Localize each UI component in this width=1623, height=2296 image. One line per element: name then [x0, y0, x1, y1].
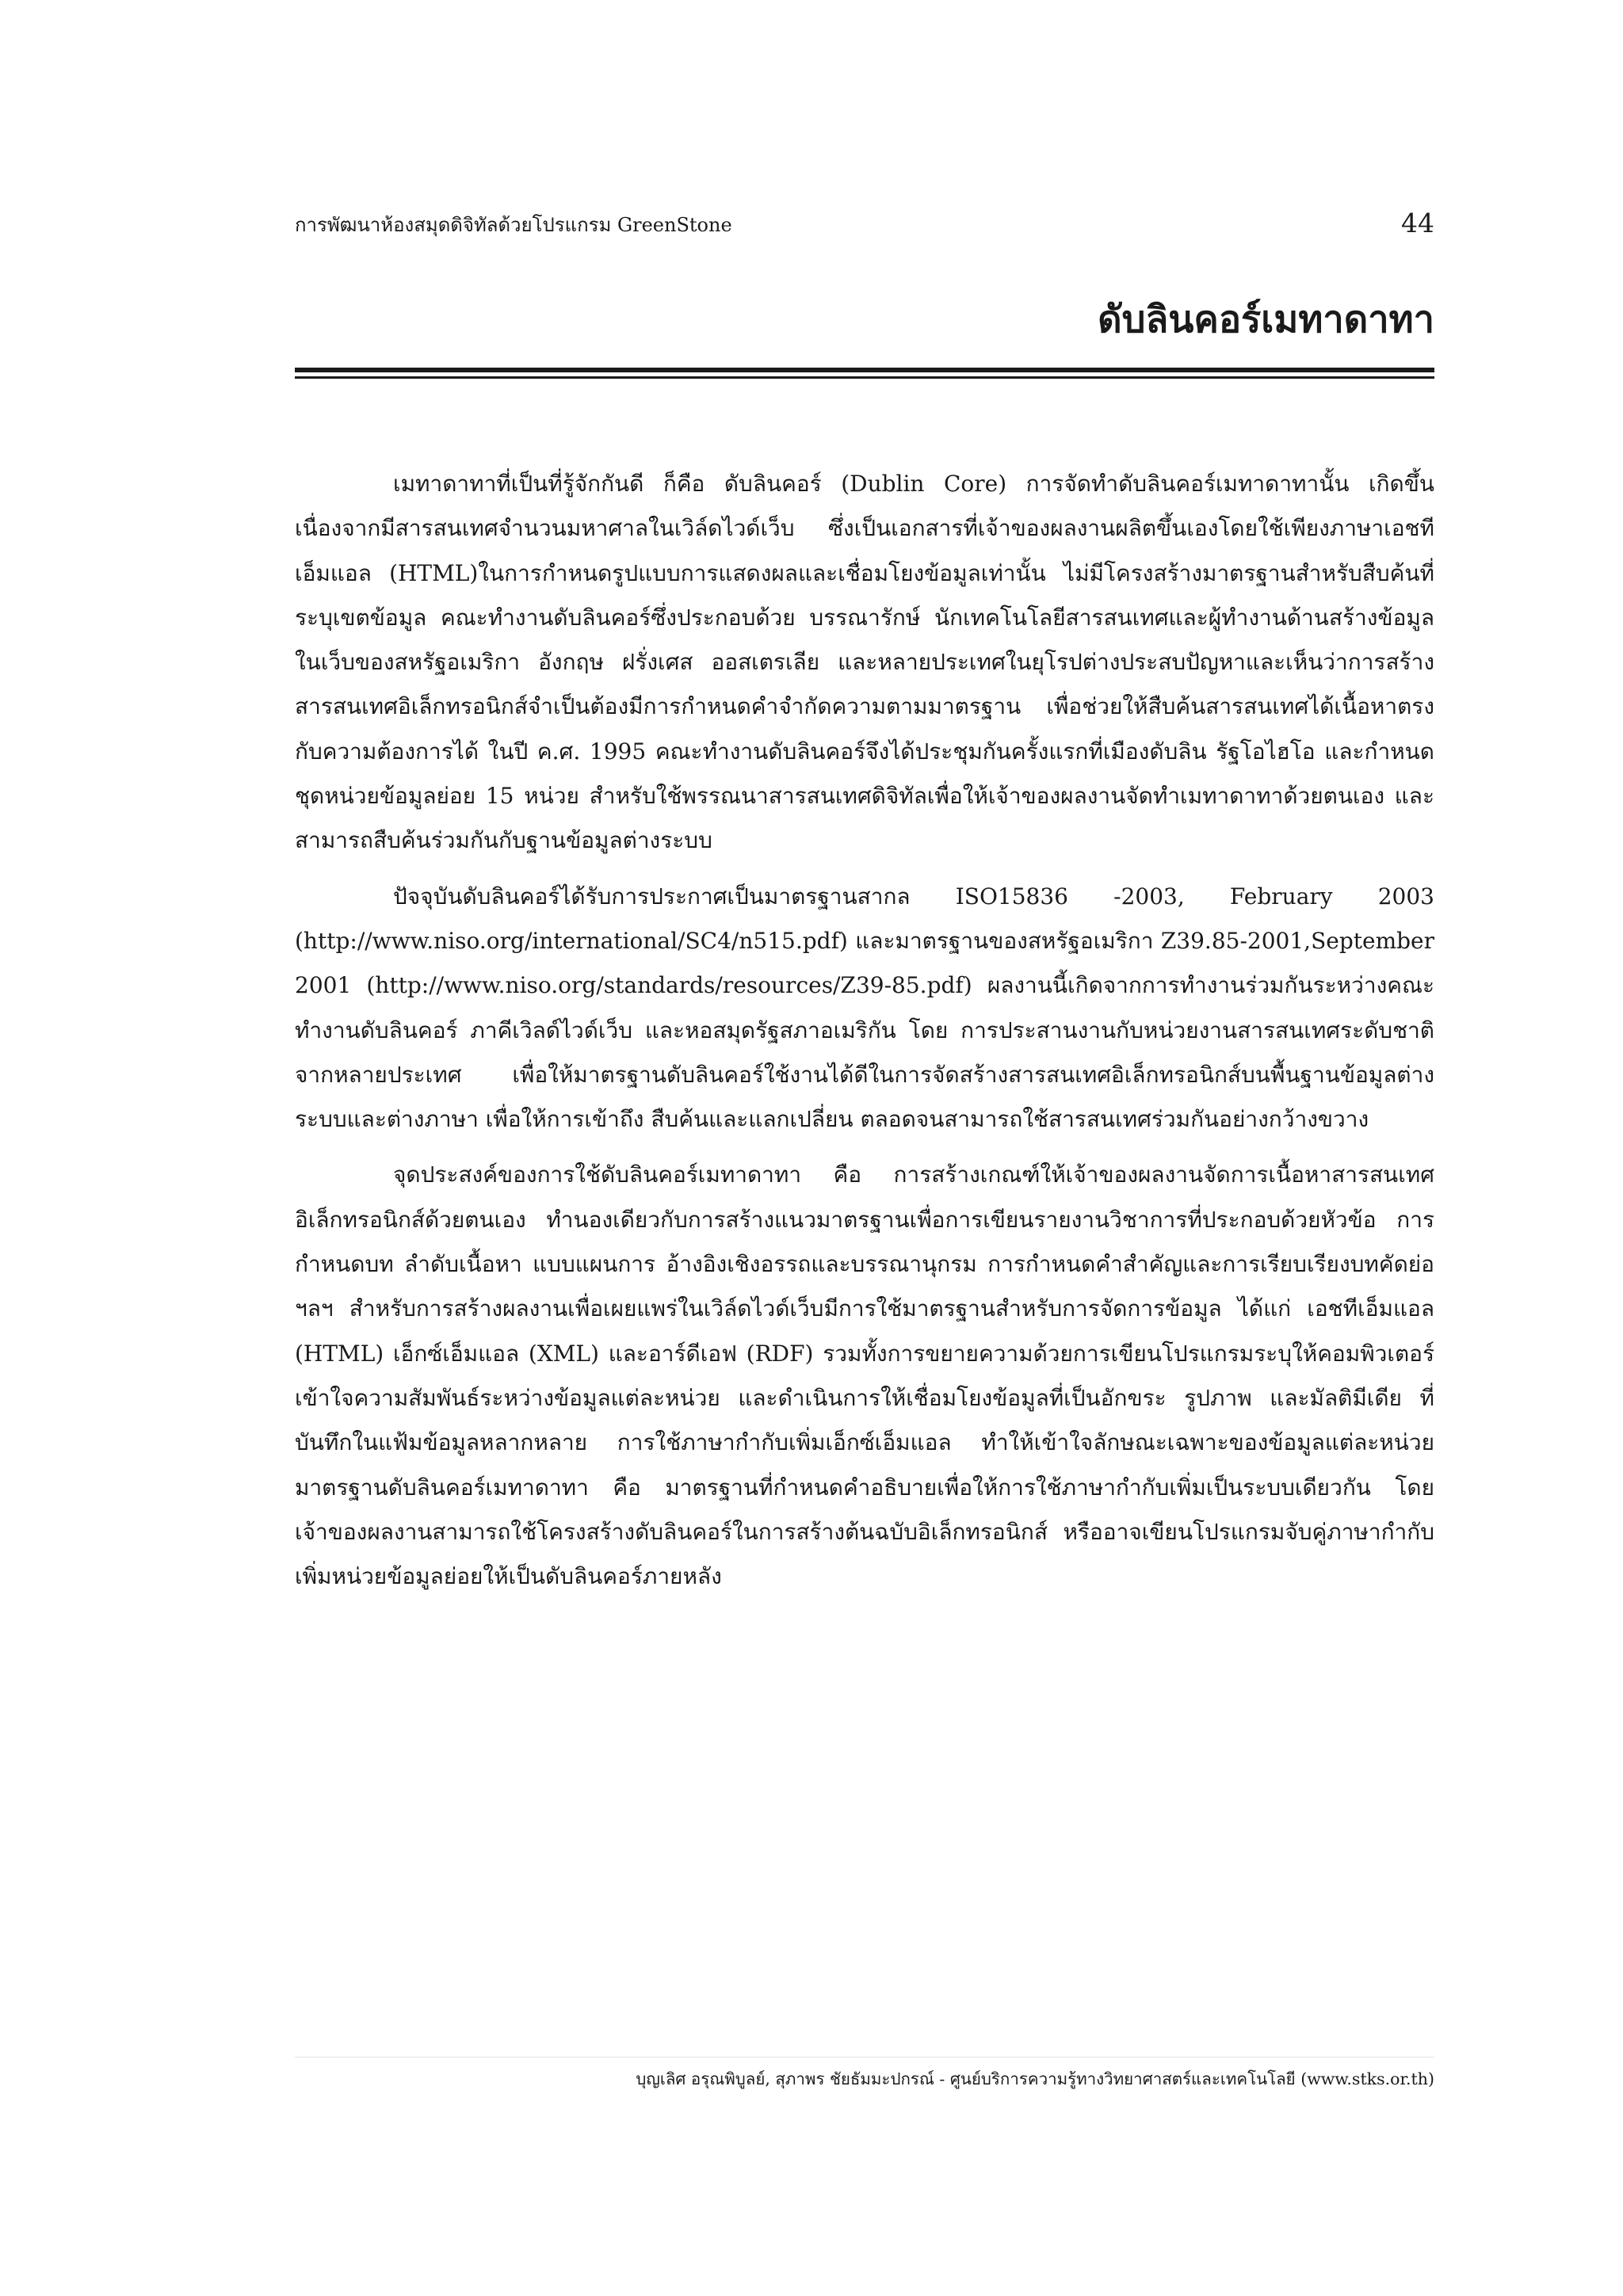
running-title: การพัฒนาห้องสมุดดิจิทัลด้วยโปรแกรม GreenStone	[295, 214, 732, 236]
chapter-title: ดับลินคอร์เมทาดาทา	[1098, 298, 1434, 341]
title-rule-thin	[295, 376, 1434, 379]
title-rule-thick	[295, 368, 1434, 372]
paragraph-dublin-core-origin: เมทาดาทาที่เป็นที่รู้จักกันดี ก็คือ ดับลินคอร์ (Dublin Core) การจัดทำดับลินคอร์เมทาดาทานั้น เกิดขึ้นเนื่องจากมีสารสนเทศจำนวนมหาศาลในเวิล์ดไวด์เว็บ ซึ่งเป็นเอกสารที่เจ้าของผลงานผลิตขึ้นเองโดยใช้เพียงภาษาเอชทีเอ็มแอล (HTML)ในการกำหนดรูปแบบการแสดงผลและเชื่อมโยงข้อมูลเท่านั้น ไม่มีโครงสร้างมาตรฐานสำหรับสืบค้นที่ระบุเขตข้อมูล คณะทำงานดับลินคอร์ซึ่งประกอบด้วย บรรณารักษ์ นักเทคโนโลยีสารสนเทศและผู้ทำงานด้านสร้างข้อมูลในเว็บของสหรัฐอเมริกา อังกฤษ ฝรั่งเศส ออสเตรเลีย และหลายประเทศในยุโรปต่างประสบปัญหาและเห็นว่าการสร้างสารสนเทศอิเล็กทรอนิกส์จำเป็นต้องมีการกำหนดคำจำกัดความตามมาตรฐาน เพื่อช่วยให้สืบค้นสารสนเทศได้เนื้อหาตรงกับความต้องการได้ ในปี ค.ศ. 1995 คณะทำงานดับลินคอร์จึงได้ประชุมกันครั้งแรกที่เมืองดับลิน รัฐโอไฮโอ และกำหนดชุดหน่วยข้อมูลย่อย 15 หน่วย สำหรับใช้พรรณนาสารสนเทศดิจิทัลเพื่อให้เจ้าของผลงานจัดทำเมทาดาทาด้วยตนเอง และสามารถสืบค้นร่วมกันกับฐานข้อมูลต่างระบบ	[295, 471, 1434, 854]
footer-credit: บุญเลิศ อรุณพิบูลย์, สุภาพร ชัยธัมมะปกรณ์ - ศูนย์บริการความรู้ทางวิทยาศาสตร์และเทคโนโลยี (www.stks.or.th)	[636, 2069, 1434, 2088]
page-number: 44	[1401, 208, 1434, 238]
paragraph-purpose: จุดประสงค์ของการใช้ดับลินคอร์เมทาดาทา คือ การสร้างเกณฑ์ให้เจ้าของผลงานจัดการเนื้อหาสารสนเทศอิเล็กทรอนิกส์ด้วยตนเอง ทำนองเดียวกับการสร้างแนวมาตรฐานเพื่อการเขียนรายงานวิชาการที่ประกอบด้วยหัวข้อ การกำหนดบท ลำดับเนื้อหา แบบแผนการ อ้างอิงเชิงอรรถและบรรณานุกรม การกำหนดคำสำคัญและการเรียบเรียงบทคัดย่อ ฯลฯ สำหรับการสร้างผลงานเพื่อเผยแพร่ในเวิล์ดไวด์เว็บมีการใช้มาตรฐานสำหรับการจัดการข้อมูล ได้แก่ เอชทีเอ็มแอล (HTML) เอ็กซ์เอ็มแอล (XML) และอาร์ดีเอฟ (RDF) รวมทั้งการขยายความด้วยการเขียนโปรแกรมระบุให้คอมพิวเตอร์เข้าใจความสัมพันธ์ระหว่างข้อมูลแต่ละหน่วย และดำเนินการให้เชื่อมโยงข้อมูลที่เป็นอักขระ รูปภาพ และมัลติมีเดีย ที่บันทึกในแฟ้มข้อมูลหลากหลาย การใช้ภาษากำกับเพิ่มเอ็กซ์เอ็มแอล ทำให้เข้าใจลักษณะเฉพาะของข้อมูลแต่ละหน่วย มาตรฐานดับลินคอร์เมทาดาทา คือ มาตรฐานที่กำหนดคำอธิบายเพื่อให้การใช้ภาษากำกับเพิ่มเป็นระบบเดียวกัน โดยเจ้าของผลงานสามารถใช้โครงสร้างดับลินคอร์ในการสร้างต้นฉบับอิเล็กทรอนิกส์ หรืออาจเขียนโปรแกรมจับคู่ภาษากำกับเพิ่มหน่วยข้อมูลย่อยให้เป็นดับลินคอร์ภายหลัง	[295, 1161, 1434, 1590]
paragraph-standards: ปัจจุบันดับลินคอร์ได้รับการประกาศเป็นมาตรฐานสากล ISO15836 -2003, February 2003 (http://www.niso.org/international/SC4/n515.pdf) และมาตรฐานของสหรัฐอเมริกา Z39.85-2001,September 2001 (http://www.niso.org/standards/resources/Z39-85.pdf) ผลงานนี้เกิดจากการทำงานร่วมกันระหว่างคณะทำงานดับลินคอร์ ภาคีเวิลด์ไวด์เว็บ และหอสมุดรัฐสภาอเมริกัน โดย การประสานงานกับหน่วยงานสารสนเทศระดับชาติจากหลายประเทศ เพื่อให้มาตรฐานดับลินคอร์ใช้งานได้ดีในการจัดสร้างสารสนเทศอิเล็กทรอนิกส์บนพื้นฐานข้อมูลต่างระบบและต่างภาษา เพื่อให้การเข้าถึง สืบค้นและแลกเปลี่ยน ตลอดจนสามารถใช้สารสนเทศร่วมกันอย่างกว้างขวาง	[295, 883, 1434, 1133]
body-text	[295, 462, 1434, 1599]
page-header	[295, 208, 1434, 244]
footer-divider	[295, 2057, 1434, 2058]
